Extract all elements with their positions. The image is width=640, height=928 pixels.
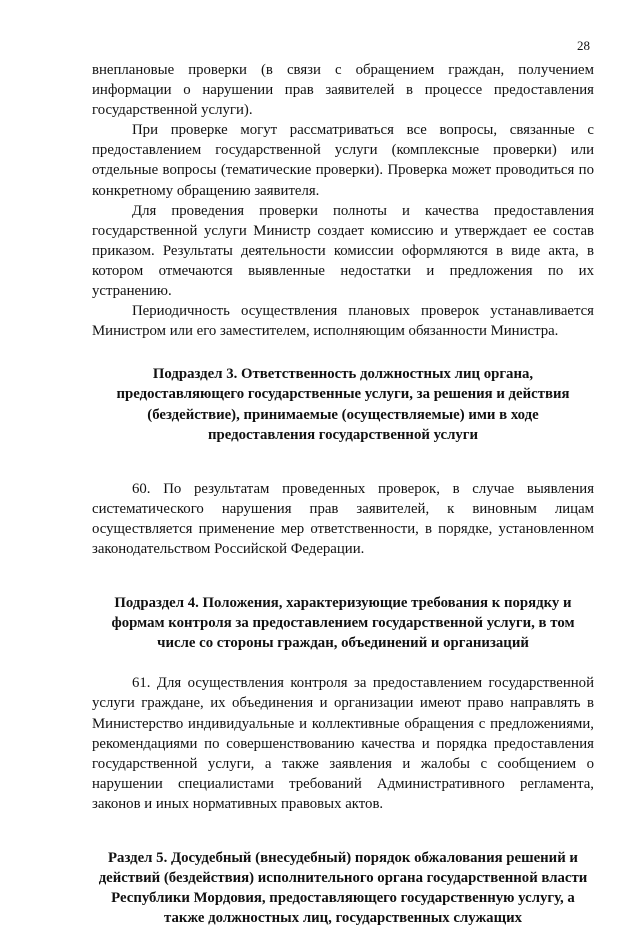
- subsection-3-heading: Подраздел 3. Ответственность должностных лиц органа, предоставляющего государственные услуги, за решения и действия (бездействие), принимаемые (осуществляемые) ими в ходе предоставления государственной услуги: [116, 366, 570, 443]
- document-body: [92, 60, 594, 928]
- paragraph-inspection-periodicity: Периодичность осуществления плановых проверок устанавливается Министром или его заместителем, исполняющим обязанности Министра.: [92, 303, 594, 340]
- page-number: 28: [577, 38, 590, 53]
- section-5-heading: Раздел 5. Досудебный (внесудебный) порядок обжалования решений и действий (бездействия) исполнительного органа государственной власти Республики Мордовия, предоставляющего государственную услугу, а также должностных лиц, государственных служащих: [98, 850, 588, 927]
- paragraph-unscheduled-inspections: внеплановые проверки (в связи с обращением граждан, получением информации о нарушении прав заявителей в процессе предоставления государственной услуги).: [92, 62, 594, 119]
- subsection-4-heading: Подраздел 4. Положения, характеризующие требования к порядку и формам контроля за предоставлением государственной услуги, в том числе со стороны граждан, объединений и организаций: [111, 595, 575, 652]
- paragraph-61: 61. Для осуществления контроля за предоставлением государственной услуги граждане, их объединения и организации имеют право направлять в Министерство индивидуальные и коллективные обращения с предложениями, рекомендациями по совершенствованию качества и порядка предоставления государственной услуги, а также заявления и жалобы с сообщением о нарушении специалистами требований Административного регламента, законов и иных нормативных правовых актов.: [92, 675, 594, 812]
- paragraph-inspection-scope: При проверке могут рассматриваться все вопросы, связанные с предоставлением государственной услуги (комплексные проверки) или отдельные вопросы (тематические проверки). Проверка может проводиться по конкретному обращению заявителя.: [92, 122, 594, 199]
- paragraph-60: 60. По результатам проведенных проверок, в случае выявления систематического нарушения прав заявителей, к виновным лицам осуществляется применение мер ответственности, в порядке, установленном законодательством Российской Федерации.: [92, 480, 594, 557]
- paragraph-inspection-commission: Для проведения проверки полноты и качества предоставления государственной услуги Министр создает комиссию и утверждает ее состав приказом. Результаты деятельности комиссии оформляются в виде акта, в котором отмечаются выявленные недостатки и предложения по их устранению.: [92, 202, 594, 300]
